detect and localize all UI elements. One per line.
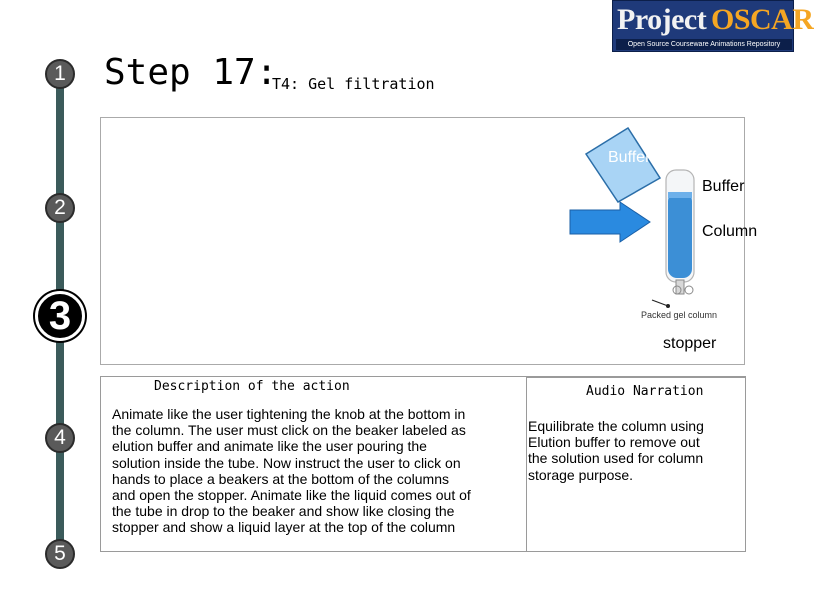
gel-column-caption: Packed gel column: [641, 310, 718, 320]
narration-line: the solution used for column: [528, 450, 704, 467]
table-header-description: Description of the action: [154, 379, 350, 394]
stopper-label: stopper: [663, 335, 717, 352]
stopper-pointer-line: [652, 300, 668, 306]
right-arrow-icon: [570, 202, 650, 242]
description-cell: [112, 406, 522, 536]
column-tube: [666, 170, 694, 282]
narration-line: Elution buffer to remove out: [528, 434, 700, 451]
step-subtitle: T4: Gel filtration: [272, 75, 435, 93]
description-line: the tube in drop to the beaker and show like closing the: [112, 503, 455, 520]
column-label: Column: [702, 223, 758, 240]
narration-line: storage purpose.: [528, 466, 634, 483]
logo-tagline: Open Source Courseware Animations Repository: [616, 39, 792, 50]
logo-word-project: Project: [617, 3, 707, 36]
narration-line: Equilibrate the column using: [528, 418, 704, 434]
pointer-dot: [666, 304, 670, 308]
project-oscar-logo: [612, 0, 814, 52]
step-marker-1[interactable]: 1: [45, 59, 75, 89]
logo-word-oscar: OSCAR: [711, 3, 814, 36]
step-marker-3-current[interactable]: 3: [35, 291, 85, 341]
description-line: stopper and show a liquid layer at the top of the column: [112, 519, 456, 536]
description-line: hands to place a beakers at the bottom of the columns: [112, 470, 449, 487]
step-title: Step 17:: [104, 52, 278, 93]
description-line: elution buffer and animate like the user pouring the: [112, 438, 427, 455]
description-line: Animate like the user tightening the knob at the bottom in: [112, 406, 466, 422]
description-line: the column. The user must click on the beaker labeled as: [112, 422, 466, 439]
step-marker-5[interactable]: 5: [45, 539, 75, 569]
narration-top-border: [527, 377, 745, 378]
stopper-icon[interactable]: [673, 280, 693, 294]
step-marker-4[interactable]: 4: [45, 423, 75, 453]
narration-cell: [528, 418, 742, 483]
table-header-narration: Audio Narration: [586, 384, 704, 399]
step-marker-2[interactable]: 2: [45, 193, 75, 223]
buffer-label: Buffer: [702, 178, 745, 195]
description-line: solution inside the tube. Now instruct the user to click on: [112, 454, 461, 471]
table-divider: [526, 377, 527, 551]
description-line: and open the stopper. Animate like the liquid comes out of: [112, 487, 471, 504]
beaker-label: Buffer: [608, 149, 651, 166]
